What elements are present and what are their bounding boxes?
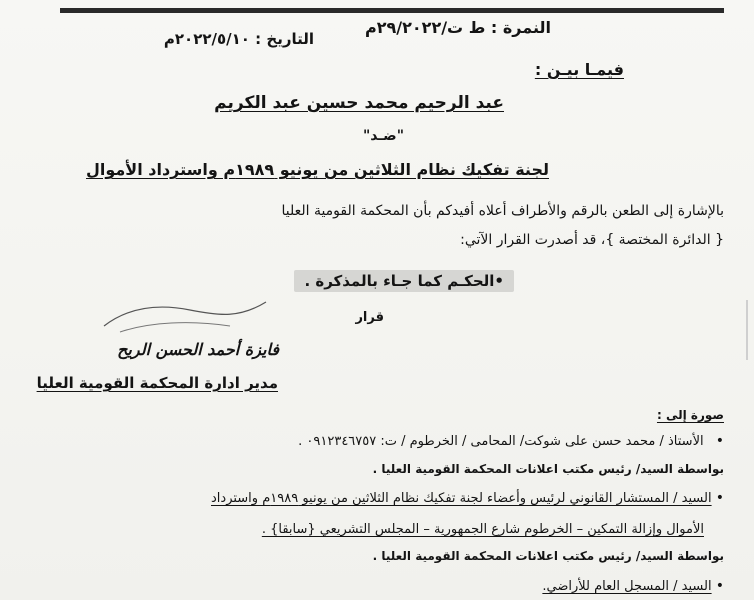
versus-label: "ضـد" <box>363 128 404 144</box>
recipient-2-line-1 <box>211 490 724 506</box>
top-border-rule <box>60 8 724 13</box>
recipient-3-text: السيد / المسجل العام للأراضي. <box>542 579 712 594</box>
party-one: عبد الرحيم محمد حسين عبد الكريم <box>214 93 504 113</box>
between-label: فيمـا بيـن : <box>534 60 624 79</box>
recipient-2-text: السيد / المستشار القانوني لرئيس وأعضاء لجنة تفكيك نظام الثلاثين من يونيو ١٩٨٩م واسترداد <box>211 491 712 506</box>
page-edge-mark <box>746 300 748 360</box>
bullet-icon: • <box>715 490 724 506</box>
via-label-2: بواسطة السيد/ رئيس مكتب اعلانات المحكمة القومية العليا . <box>372 549 724 563</box>
bullet-icon: • <box>715 433 724 449</box>
signature-scribble <box>100 296 270 336</box>
body-line-1: بالإشارة إلى الطعن بالرقم والأطراف أعلاه أفيدكم بأن المحكمة القومية العليا <box>281 203 724 219</box>
recipient-2-line-2: الأموال وإزالة التمكين – الخرطوم شارع الجمهورية – المجلس التشريعي {سابقا} . <box>261 522 704 537</box>
document-date: التاريخ : ٢٠٢٢/٥/١٠م <box>163 30 314 48</box>
copy-to-heading: صورة إلى : <box>656 408 724 422</box>
recipient-1-text: الأستاذ / محمد حسن على شوكت/ المحامى / الخرطوم / ت: ٠٩١٢٣٤٦٧٥٧ . <box>298 434 704 449</box>
signatory-title: مدير ادارة المحكمة القومية العليا <box>36 374 278 392</box>
recipient-3 <box>542 578 724 594</box>
signatory-name: فايزة أحمد الحسن الريح <box>117 340 279 359</box>
reference-number: النمرة : ط ت/٢٩/٢٠٢٢م <box>365 18 551 37</box>
recipient-1 <box>298 433 724 449</box>
party-two: لجنة تفكيك نظام الثلاثين من يونيو ١٩٨٩م واسترداد الأموال <box>86 160 549 179</box>
decision-text: •الحكـم كما جـاء بالمذكرة . <box>294 270 514 292</box>
signature-mark: قرار <box>355 310 384 325</box>
body-line-2: { الدائرة المختصة }، قد أصدرت القرار الآتي: <box>460 232 724 248</box>
bullet-icon: • <box>715 578 724 594</box>
via-label-1: بواسطة السيد/ رئيس مكتب اعلانات المحكمة القومية العليا . <box>372 462 724 476</box>
